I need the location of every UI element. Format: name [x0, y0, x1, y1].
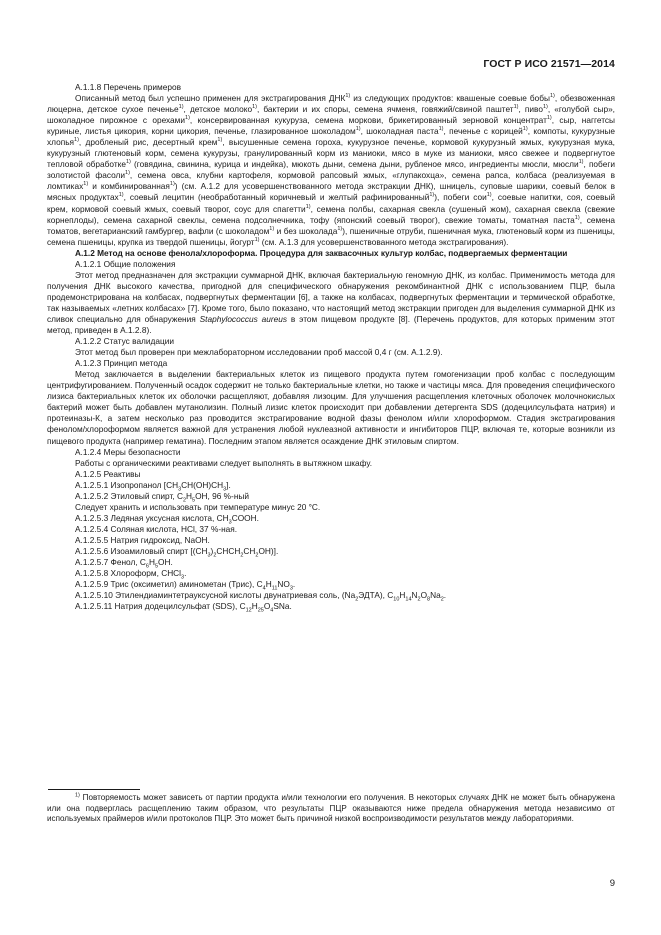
- organism-name: Staphylococcus aureus: [199, 313, 287, 324]
- formula-subscript: 3: [207, 552, 211, 559]
- footnote-ref: 1): [337, 225, 343, 232]
- formula-subscript: 2: [182, 497, 187, 504]
- reagent-text: CHCH: [216, 545, 241, 556]
- text-run: , дробленый рис, десертный крем: [78, 137, 218, 148]
- reagent-item: [47, 480, 615, 491]
- footnote-ref: 1): [542, 104, 548, 111]
- footnote-ref: 1): [178, 104, 184, 111]
- reagent-text: H: [186, 490, 193, 501]
- section-a123-title: А.1.2.3 Принцип метода: [75, 358, 168, 369]
- formula-subscript: 11: [271, 585, 278, 592]
- footnote-ref: 1): [513, 104, 519, 111]
- reagent-text: .: [292, 579, 296, 590]
- footnote-ref: 1): [269, 225, 275, 232]
- footnote-ref: 1): [169, 181, 175, 188]
- reagent-text: ЭДТА), C: [358, 590, 394, 601]
- reagent-item: [47, 491, 615, 502]
- formula-subscript: 8: [427, 596, 431, 603]
- formula-subscript: 5: [154, 563, 159, 570]
- text-run: из следующих продуктов: квашеные соевые бобы: [350, 93, 550, 104]
- section-a122-title: А.1.2.2 Статус валидации: [75, 336, 175, 347]
- formula-subscript: 3: [228, 519, 232, 526]
- reagent-text: H: [148, 557, 155, 568]
- text-run: (говядина, свинина, курица и индейка), мюкоть дыни, семена дыни, рубленое мясо, ингредиенты мюсли, мюсли: [130, 159, 579, 170]
- reagent-text: А.1.2.5.5 Натрия гидроксид, NaOH.: [75, 534, 210, 545]
- text-run: , соевые напитки, соя, соевый крем, кормовой соевый жмых, соевый творог, соус для спагетти: [47, 192, 615, 214]
- main-content: [47, 82, 615, 612]
- general-text-1: Этот метод предназначен для экстракции суммарной ДНК, включая бактериальную геномную ДНК, из колбас. Применимость метода для получения ДНК высокого качества, пригодной для специфического обнаружения рекомбинантной ДНК с использованием ПЦР, была продемонстрирована на колбасах, подвергнутых ферментации [6], а также на колбасах, подвергнутых ферментации и термической обработке, так называемых «летних колбасах» [7]. Кроме того, было показано, что настоящий метод экстракции пригоден для выделения суммарной ДНК из сливок специально для обнаружения: [47, 269, 615, 324]
- formula-subscript: 25: [257, 607, 264, 614]
- text-run: и без шоколада: [274, 225, 338, 236]
- text-run: , высушенные семена гороха, кукурузное печенье, кормовой кукурузный жмых, кукурузная мука, кукурузный глютеновый корм, семена кукурузы, гранулированный корм из маниоки, мясо в муке из маниоки, мясо свежее и подвергнутое тепловой обработке: [47, 137, 615, 170]
- reagent-text: А.1.2.5.8 Хлороформ, CHCl: [75, 568, 182, 579]
- formula-subscript: 14: [405, 596, 412, 603]
- text-run: Описанный метод был успешно применен для экстрагирования ДНК: [75, 93, 346, 104]
- text-run: и комбинированная: [88, 181, 170, 192]
- footnote-ref: 1): [355, 126, 361, 133]
- formula-subscript: 2: [440, 596, 444, 603]
- reagent-text: OH)].: [258, 545, 279, 556]
- reagent-text: А.1.2.5.3 Ледяная уксусная кислота, CH: [75, 512, 229, 523]
- text-run: (см. А.1.3 для усовершенствованного метода экстрагирования).: [259, 236, 509, 247]
- section-a125-title: А.1.2.5 Реактивы: [75, 468, 141, 479]
- text-run: , соевый лецитин (необработанный коричневый и желтый рафинированный: [123, 192, 430, 203]
- text-run: , печенье с корицей: [443, 126, 523, 137]
- reagent-item: [47, 502, 615, 513]
- reagent-item: [47, 579, 615, 590]
- footnote-ref: 1): [254, 236, 260, 243]
- footnote-text: [47, 793, 615, 825]
- reagent-text: А.1.2.5.6 Изоамиловый спирт [(CH: [75, 545, 208, 556]
- text-run: , «голубой сыр», шоколадное пирожное с орехами: [47, 104, 615, 126]
- reagent-text: А.1.2.5.10 Этилендиаминтетрауксусной кислоты двунатриевая соль, (Na: [75, 590, 356, 601]
- reagent-text: А.1.2.5.11 Натрия додецилсульфат (SDS), C: [75, 601, 246, 612]
- formula-subscript: 2: [240, 552, 244, 559]
- text-run: , семена томатов, вегетарианский гамбургер, вафли (с шоколадом: [47, 214, 616, 236]
- reagent-text: SNa.: [273, 601, 292, 612]
- footnote-ref: 1): [574, 214, 580, 221]
- footnote-divider: [48, 789, 140, 790]
- reagent-text: А.1.2.5.1 Изопропанол [CH: [75, 479, 179, 490]
- text-run: , обезвоженная люцерна, детское сухое печенье: [47, 93, 616, 115]
- formula-subscript: 2: [255, 552, 259, 559]
- footnote-ref: 1): [83, 181, 89, 188]
- footnote-ref: 1): [305, 203, 311, 210]
- reagent-text: .: [184, 568, 187, 579]
- text-run: , семена овса, клубни картофеля, кормовой рапсовый жмых, «глупакохца», семена рапса, колбаса (реализуемая в ломтиках: [47, 170, 615, 192]
- reagent-item: [47, 546, 615, 557]
- safety-paragraph: Работы с органическими реактивами следует выполнять в вытяжном шкафу.: [75, 457, 373, 468]
- reagent-text: ].: [226, 479, 231, 490]
- reagent-text: .: [443, 590, 447, 601]
- reagent-text: OH, 96 %-ный: [195, 490, 250, 501]
- footnote-ref: 1): [74, 137, 79, 144]
- footnote-ref: 1): [252, 104, 257, 111]
- reagent-item: [47, 535, 615, 546]
- footnote-ref: 1): [429, 192, 435, 199]
- principle-paragraph: Метод заключается в выделении бактериальных клеток из пищевого продукта путем гомогенизации проб колбас с последующим центрифугированием. Полученный осадок содержит не только бактериальные клетки, но также и частицы мяса. Для проведения специфического лизиса бактериальных клеток их оболочки расщепляют, добавляя лизоцим. Для улучшения расщепления клеточных оболочек молочнокислых бактерий может быть добавлен мутанолизин. Полный лизис клеток происходит при добавлении детергента SDS (додецилсульфата натрия) и протеиназы-К, а затем несколько раз проводится экстрагирование водной фазы фенолом и/или хлороформом. Стадия экстрагирования фенолом/хлороформом является важной для устранения любой нуклеазной активности и ингибиторов ПЦР, включая те, которые возникли из пищевого продукта (например гематина). Последним этапом является осаждение ДНК этиловым спиртом.: [47, 369, 615, 446]
- validation-paragraph: Этот метод был проверен при межлабораторном исследовании проб массой 0,4 г (см. А.1.2.9).: [75, 347, 443, 358]
- footnote-ref: 1): [217, 137, 223, 144]
- text-run: ) (см. А.1.2 для усовершенствованного метода экстракции ДНК), шницель, суповые шарики, соевый белок в мясных продуктах: [47, 181, 615, 203]
- reagent-text: N: [411, 590, 418, 601]
- reagent-text: А.1.2.5.7 Фенол, C: [75, 557, 146, 568]
- reagent-text: ): [210, 545, 214, 556]
- footnote-ref: 1): [125, 159, 131, 166]
- reagent-text: CH(OH)CH: [181, 479, 224, 490]
- text-run: ), побеги сои: [434, 192, 487, 203]
- reagent-text: А.1.2.5.2 Этиловый спирт, C: [75, 490, 183, 501]
- footnote-marker: 1): [75, 792, 80, 799]
- text-run: , детское молоко: [183, 104, 253, 115]
- general-text-2: в этом пищевом продукте [8]. (Перечень продуктов, для которых применим этот метод, приведен в А.1.2.8).: [47, 313, 615, 336]
- text-run: , консервированная кукуруза, семена моркови, брикетированный зерновой концентрат: [189, 115, 547, 126]
- reagent-item: [47, 590, 615, 601]
- formula-subscript: 2: [213, 552, 217, 559]
- reagent-text: NO: [277, 579, 290, 590]
- formula-subscript: 2: [355, 596, 359, 603]
- footnote-ref: 1): [345, 93, 351, 100]
- footnote-ref: 1): [118, 192, 124, 199]
- general-paragraph: [47, 270, 615, 336]
- formula-subscript: 4: [262, 585, 266, 592]
- reagents-list: [47, 480, 615, 613]
- footnote-body: Повторяемость может зависеть от партии продукта и/или технологии его получения. В некоторых случаях ДНК не может быть обнаружена или она подверглась расщеплению таким образом, что результаты ПЦР оказываются ниже предела обнаружения метода независимо от используемых праймеров и/или протоколов ПЦР. Это может быть причиной низкой воспроизводимости результатов между лабораториями.: [47, 793, 615, 824]
- reagent-item: [47, 601, 615, 612]
- reagent-text: H: [251, 601, 258, 612]
- text-run: , сыр, наггетсы куриные, листья цикория, корни цикория, печенье, глазированное шоколадом: [47, 115, 616, 137]
- formula-subscript: 2: [417, 596, 421, 603]
- formula-subscript: 5: [192, 497, 196, 504]
- examples-paragraph: [47, 93, 615, 248]
- reagent-text: OH.: [158, 557, 173, 568]
- reagent-text: Na: [430, 590, 441, 601]
- text-run: , пиво: [518, 104, 543, 115]
- footnote-ref: 1): [546, 115, 552, 122]
- formula-subscript: 4: [270, 607, 274, 614]
- reagent-text: CH: [243, 545, 256, 556]
- reagent-text: COOH.: [231, 512, 259, 523]
- section-a118-title: А.1.1.8 Перечень примеров: [75, 82, 181, 92]
- reagent-text: O: [420, 590, 428, 601]
- standard-header: ГОСТ Р ИСО 21571—2014: [483, 58, 615, 70]
- footnote-ref: 1): [185, 115, 190, 122]
- reagent-text: А.1.2.5.9 Трис (оксиметил) аминометан (Трис), C: [75, 579, 263, 590]
- text-run: , семена полбы, сахарная свекла (сушеный жом), сахарная свекла (свежие корнеплоды), семена сахарной свеклы, семена подсолнечника, тофу (японский соевый творог), свежие томаты, томатная паста: [47, 203, 616, 225]
- reagent-text: H: [399, 590, 406, 601]
- formula-subscript: 3: [181, 574, 185, 581]
- section-a121-title: А.1.2.1 Общие положения: [75, 258, 176, 269]
- formula-subscript: 3: [289, 585, 293, 592]
- formula-subscript: 10: [393, 596, 400, 603]
- formula-subscript: 6: [145, 563, 149, 570]
- reagent-text: H: [265, 579, 272, 590]
- formula-subscript: 3: [223, 486, 227, 493]
- formula-subscript: 3: [178, 486, 182, 493]
- footnote-ref: 1): [486, 192, 492, 199]
- page-number: 9: [609, 878, 615, 889]
- footnote-ref: 1): [125, 170, 130, 177]
- footnote-ref: 1): [549, 93, 555, 100]
- reagent-text: O: [263, 601, 271, 612]
- reagent-item: [47, 557, 615, 568]
- footnote-ref: 1): [578, 159, 584, 166]
- text-run: , бактерии и их споры, семена ячменя, говяжий/свиной паштет: [256, 104, 514, 115]
- text-run: , компоты, кукурузные хлопья: [47, 126, 616, 148]
- text-run: , шоколадная паста: [360, 126, 439, 137]
- section-a12-title: А.1.2 Метод на основе фенола/хлороформа. Процедура для заквасочных культур колбас, подвергаемых ферментации: [75, 247, 568, 258]
- reagent-item: [47, 568, 615, 579]
- reagent-text: А.1.2.5.4 Соляная кислота, HCl, 37 %-ная.: [75, 523, 238, 534]
- reagent-item: [47, 524, 615, 535]
- formula-subscript: 12: [245, 607, 252, 614]
- text-run: , побеги золотистой фасоли: [47, 159, 615, 181]
- footnote-ref: 1): [438, 126, 444, 133]
- reagent-item: [47, 513, 615, 524]
- section-a124-title: А.1.2.4 Меры безопасности: [75, 446, 181, 457]
- footnote-ref: 1): [522, 126, 528, 133]
- text-run: ), пшеничные отруби, пшеничная мука, глютеновый корм из пшеницы, семена пшеницы, крупка из твердой пшеницы, йогурт: [47, 225, 615, 247]
- reagent-text: Следует хранить и использовать при температуре минус 20 °С.: [75, 501, 321, 512]
- footnote: [47, 793, 615, 825]
